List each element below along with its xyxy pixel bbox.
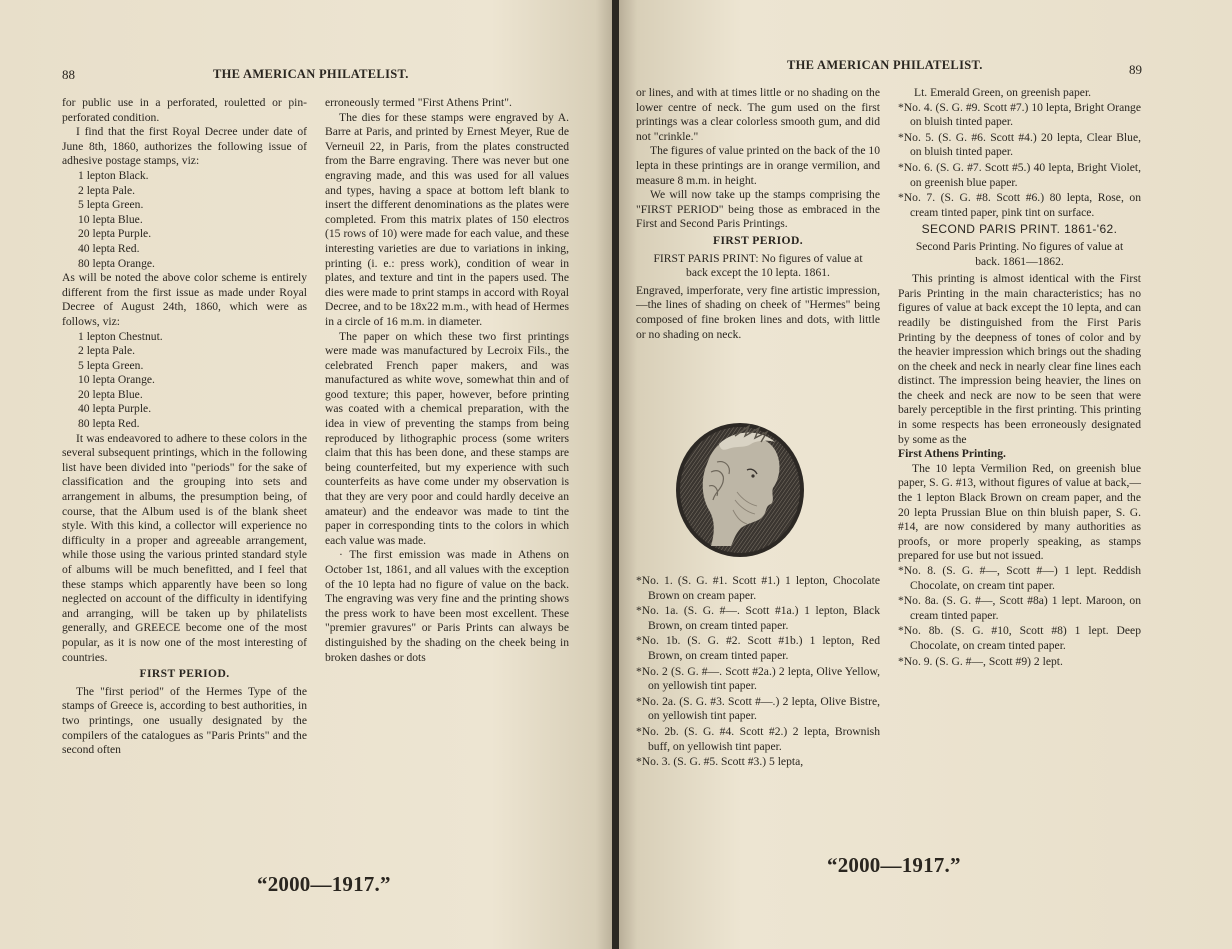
list-item: 1 lepton Chestnut. [78,329,163,343]
paragraph: We will now take up the stamps comprising the "FIRST PERIOD" being those as embraced in the First and Second Paris Printings. [636,188,880,231]
centered-note: Second Paris Printing. No figures of value at back. 1861—1862. [915,239,1124,268]
catalogue-entry: *No. 2a. (S. G. #3. Scott #—.) 2 lepta, Olive Bistre, on yellowish tint paper. [636,694,880,723]
catalogue-entry: *No. 8b. (S. G. #10, Scott #8) 1 lept. Deep Chocolate, on cream tinted paper. [898,624,1141,652]
section-heading: FIRST PERIOD. [139,667,230,681]
paragraph: The figures of value printed on the back of the 10 lepta in these printings are in orange vermilion, and measure 8 m.m. in height. [636,144,880,187]
section-heading: FIRST PERIOD. [712,233,804,247]
paragraph: This printing is almost identical with the First Paris Printing in the main characteristics; has no figures of value at back except the 10 lepta, and can readily be distinguished from the First Paris Printing by the deepness of tones of color and by the heavier impression which brings out the shading on the cheek and neck in nearly clear fine lines each distinct. The impression being heavier, the lines on the cheek and neck are now to be seen that were barely perceptible in the first printing. This printing in some respects has been erroneously designated by some as the [898,272,1141,446]
catalogue-entry: *No. 5. (S. G. #6. Scott #4.) 20 lepta, Clear Blue, on bluish tinted paper. [898,130,1141,159]
page-number: 88 [62,67,75,82]
catalogue-entry: *No. 2 (S. G. #—. Scott #2a.) 2 lepta, Olive Yellow, on yellowish tint paper. [636,664,880,693]
paragraph: or lines, and with at times little or no shading on the lower centre of neck. The gum used on the first printings was a clear colorless smooth gum, and did not "crinkle." [636,86,880,143]
list-item: 80 lepta Red. [78,417,140,431]
right-page-column-1-listing [636,574,880,771]
left-page-column-1 [62,96,307,758]
catalogue-entry: *No. 8a. (S. G. #—, Scott #8a) 1 lept. Maroon, on cream tinted paper. [898,594,1141,622]
list-item: 5 lepta Green. [78,198,144,212]
catalogue-entry: *No. 7. (S. G. #8. Scott #6.) 80 lepta, Rose, on cream tinted paper, pink tint on surface. [898,191,1141,219]
catalogue-entry: *No. 4. (S. G. #9. Scott #7.) 10 lepta, Bright Orange on bluish tinted paper. [898,100,1141,129]
paragraph: I find that the first Royal Decree under date of June 8th, 1860, authorizes the following issue of adhesive postage stamps, viz: [62,125,307,168]
paragraph: It was endeavored to adhere to these colors in the several subsequent printings, which in the following list have been divided into "periods" for the sake of classification and the grouping into sets and arrangement in albums, the presumption being, of course, that the Album used is of the blank sheet style. With this kind, a collector will experience no difficulty in a proper and agreeable arrangement, while those using the various printed standard style of albums will be much benefitted, and I feel that these stamps which apparently have been so long neglected on account of the difficulty in identifying and arranging, will be taken up by philatelists generally, and GREECE become one of the most popular, as it is now one of the most interesting of countries. [62,431,307,664]
list-item: Lt. Emerald Green, on greenish paper. [914,86,1092,99]
list-item: 2 lepta Pale. [78,344,135,358]
page-number: 89 [1129,62,1142,77]
paragraph: for public use in a perforated, rouletted or pin-perforated condition. [62,96,307,124]
list-item: 1 lepton Black. [78,168,149,182]
list-item: 40 lepta Purple. [78,402,152,416]
catalogue-entry: *No. 1b. (S. G. #2. Scott #1b.) 1 lepton, Red Brown, on cream tinted paper. [636,634,880,662]
running-head: THE AMERICAN PHILATELIST. [213,67,409,81]
paragraph: Engraved, imperforate, very fine artistic impression,—the lines of shading on cheek of "Hermes" being composed of fine broken lines and dots, with little or no shading on neck. [636,283,880,341]
paragraph: · The first emission was made in Athens on October 1st, 1861, and all values with the exception of the 10 lepta had no figure of value on the back. The engraving was very fine and the printing shows the press work to have been most excellent. These "premier gravures" or Paris Prints can always be distinguished by the shading on the cheek being in broken dashes or dots [325,548,569,664]
catalogue-entry: *No. 1. (S. G. #1. Scott #1.) 1 lepton, Chocolate Brown on cream paper. [636,574,880,602]
paragraph: The paper on which these two first printings were made was manufactured by Lecroix Fils., the celebrated French paper makers, and was manufactured as white wove, somewhat thin and of good texture; this paper, however, before printing was coated with a chemical preparation, with the idea in view of preventing the stamps from being reproduced by lithographic process (some writers claim that this has been done, and these stamps are being counterfeited, but my experience with such counterfeits as have come under my observation is that they are very poor and could hardly deceive an amateur) and the endeavor was made to tint the paper in corresponding tints to the colors in which each value was made. [325,329,569,547]
section-heading: SECOND PARIS PRINT. 1861-'62. [921,222,1118,237]
paragraph: erroneously termed "First Athens Print". [325,96,512,109]
page-footer: “2000—1917.” [827,853,961,877]
left-page-column-2 [325,96,569,665]
hermes-stamp-illustration [675,422,805,558]
catalogue-entry: *No. 9. (S. G. #—, Scott #9) 2 lept. [898,654,1063,668]
paragraph: The 10 lepta Vermilion Red, on greenish blue paper, S. G. #13, without figures of value at back,—the 1 lepton Black Brown on cream paper, and the 20 lepta Prussian Blue on thin bluish paper, S. G. #14, are now considered by many authorities as proofs, or more properly speaking, as stamps prepared for use but not issued. [898,461,1141,563]
subheading: First Athens Printing. [898,447,1006,461]
left-page [0,0,614,949]
list-item: 20 lepta Purple. [78,227,152,241]
list-item: 80 lepta Orange. [78,256,155,270]
list-item: 20 lepta Blue. [78,387,143,401]
page-footer: “2000—1917.” [257,872,391,896]
right-page [619,0,1232,949]
list-item: 10 lepta Blue. [78,212,143,226]
running-head: THE AMERICAN PHILATELIST. [787,58,983,72]
right-page-column-1 [636,86,880,342]
paragraph: As will be noted the above color scheme is entirely different from the first issue as made under Royal Decree of August 24th, 1860, which were as follows, viz: [62,271,307,328]
list-item: 10 lepta Orange. [78,373,155,387]
paragraph: The dies for these stamps were engraved by A. Barre at Paris, and printed by Ernest Meyer, Rue de Verneuil 22, in Paris, from the plates constructed from the Barre engraving. There was never but one engraving made, and this was used for all values and types, having a space at bottom left blank to insert the different denominations as the plates were completed. From this matrix plates of 150 electros (15 rows of 10) were made for each value, and these interesting varieties are due to variations in inking, printing (i. e.: press work), condition of wear in plates, and texture and tint in the papers used. The dies were made to print stamps in accord with Royal Decree, and to be 18x22 m.m., with head of Hermes in a circle of 16 m.m. in diameter. [325,110,569,328]
right-page-column-2 [898,86,1141,670]
centered-note: FIRST PARIS PRINT: No figures of value at back except the 10 lepta. 1861. [653,251,863,280]
paragraph: The "first period" of the Hermes Type of the stamps of Greece is, according to best authorities, in two printings, one usually designated by the compilers of the catalogues as "Paris Prints" and the second often [62,684,307,757]
catalogue-entry: *No. 2b. (S. G. #4. Scott #2.) 2 lepta, Brownish buff, on yellowish tint paper. [636,724,880,753]
list-item: 5 lepta Green. [78,358,144,372]
list-item: 40 lepta Red. [78,241,140,255]
list-item: 2 lepta Pale. [78,183,135,197]
catalogue-entry: *No. 3. (S. G. #5. Scott #3.) 5 lepta, [636,755,804,769]
catalogue-entry: *No. 1a. (S. G. #—. Scott #1a.) 1 lepton, Black Brown, on cream tinted paper. [636,604,880,632]
catalogue-entry: *No. 8. (S. G. #—, Scott #—) 1 lept. Reddish Chocolate, on cream tint paper. [898,564,1141,592]
catalogue-entry: *No. 6. (S. G. #7. Scott #5.) 40 lepta, Bright Violet, on greenish blue paper. [898,160,1141,189]
